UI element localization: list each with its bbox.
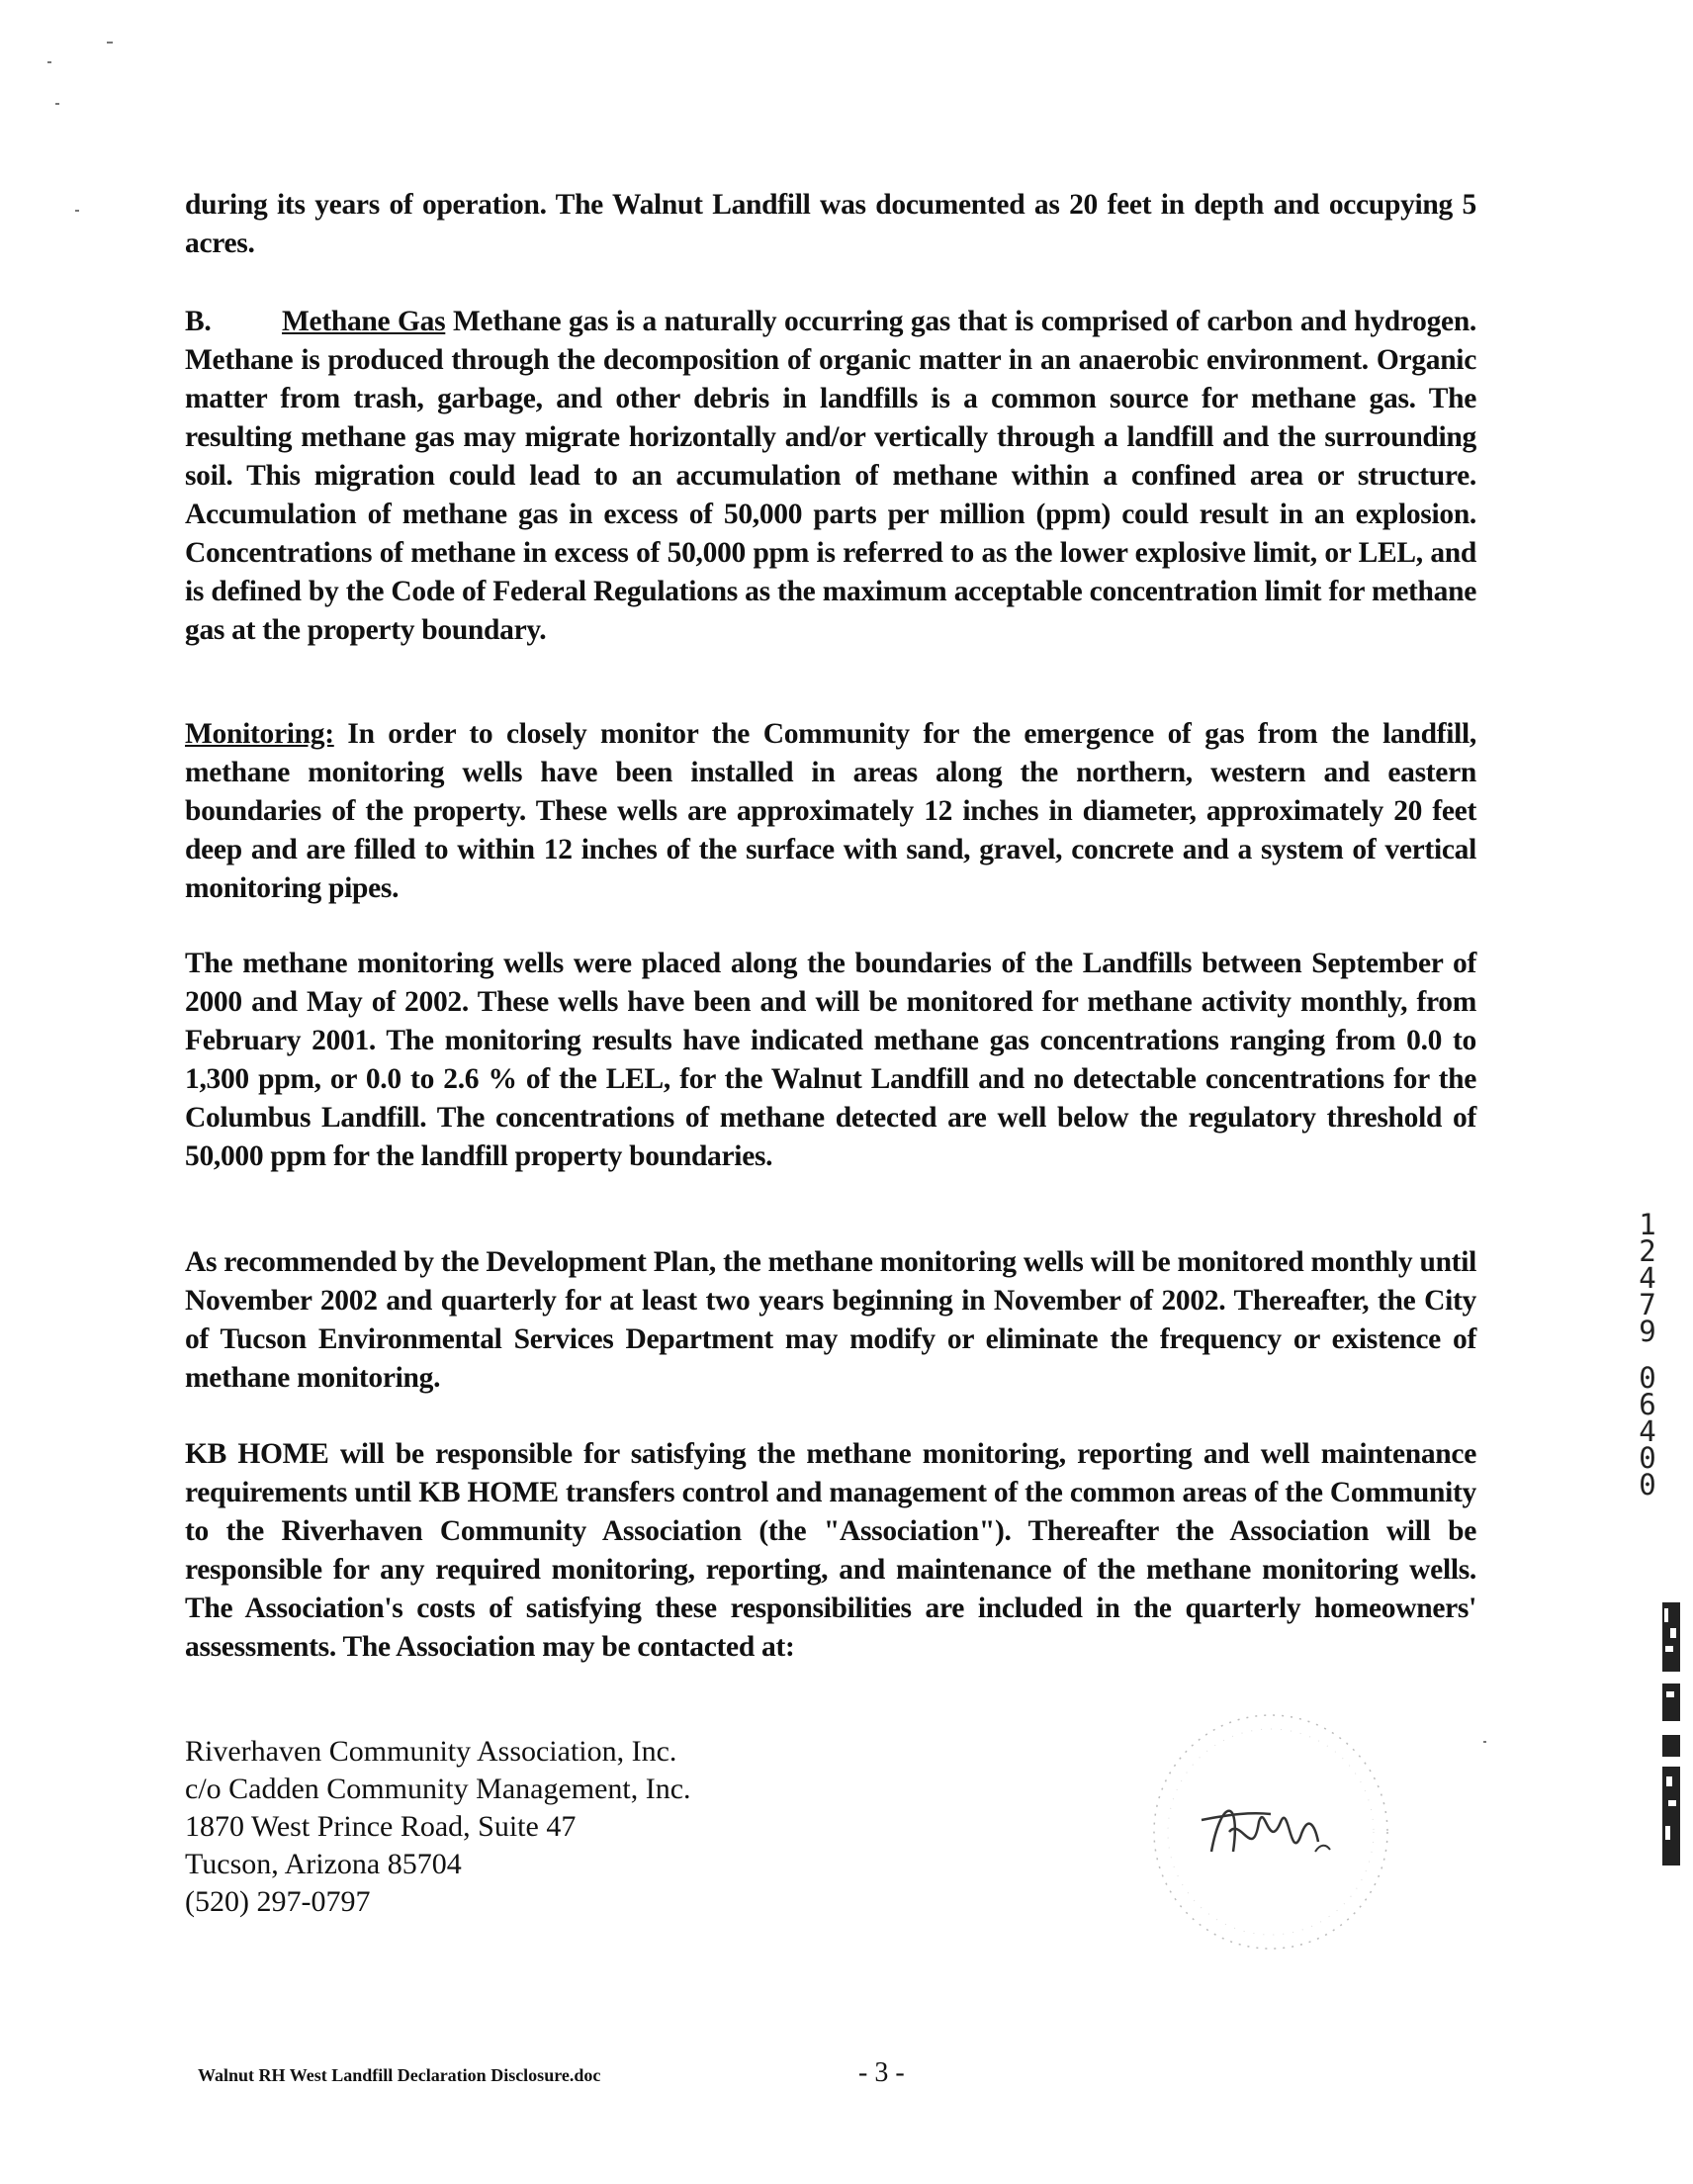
notary-seal-signature bbox=[1142, 1703, 1399, 1960]
bates-digit: 0 bbox=[1639, 1441, 1656, 1475]
paragraph-methane-gas bbox=[185, 303, 1476, 650]
bates-digit: 4 bbox=[1639, 1261, 1656, 1295]
bates-digit: 2 bbox=[1639, 1234, 1656, 1268]
address-line-phone: (520) 297-0797 bbox=[185, 1885, 371, 1918]
paragraph-intro bbox=[185, 186, 1476, 263]
bates-number bbox=[1628, 1208, 1667, 1502]
bates-digit: 6 bbox=[1639, 1388, 1656, 1421]
bates-digit: 4 bbox=[1639, 1414, 1656, 1448]
bates-digit: 9 bbox=[1639, 1315, 1656, 1348]
scan-speck bbox=[75, 210, 79, 212]
scan-speck bbox=[1483, 1741, 1486, 1743]
bates-digit: 7 bbox=[1639, 1288, 1656, 1321]
scan-speck bbox=[47, 61, 51, 63]
paragraph-responsibility bbox=[185, 1435, 1476, 1667]
section-heading-methane-gas: Methane Gas bbox=[282, 306, 446, 337]
section-heading-monitoring: Monitoring: bbox=[185, 718, 334, 750]
paragraph-monitoring-text: In order to closely monitor the Community for the emergence of gas from the landfill, methane monitoring wells have been installed in areas along the northern, western and eastern boundaries of the property. These wells are approximately 12 inches in diameter, approximately 20 feet deep and are filled to within 12 inches of the surface with sand, gravel, concrete and a system of vertical monitoring pipes. bbox=[185, 718, 1476, 904]
paragraph-monitoring-results bbox=[185, 945, 1476, 1176]
paragraph-intro-text: during its years of operation. The Walnut Landfill was documented as 20 feet in depth and occupying 5 acres. bbox=[185, 189, 1476, 259]
paragraph-monitoring bbox=[185, 715, 1476, 908]
paragraph-responsibility-text: KB HOME will be responsible for satisfying the methane monitoring, reporting and well maintenance requirements until KB HOME transfers control and management of the common areas of the Community to the Riverhaven Community Association (the "Association"). Thereafter the Association will be responsible for any required monitoring, reporting, and maintenance of the methane monitoring wells. The Association's costs of satisfying these responsibilities are included in the quarterly homeowners' assessments. The Association may be contacted at: bbox=[185, 1438, 1476, 1663]
footer-filename: Walnut RH West Landfill Declaration Disclosure.doc bbox=[198, 2065, 601, 2085]
bates-digit: 1 bbox=[1639, 1208, 1656, 1241]
address-line-city: Tucson, Arizona 85704 bbox=[185, 1848, 462, 1880]
scan-speck bbox=[55, 103, 59, 105]
paragraph-methane-gas-text: Methane gas is a naturally occurring gas that is comprised of carbon and hydrogen. Methane is produced through the decomposition of organic matter in an anaerobic environment. Organic matter from trash, garbage, and other debris in landfills is a common source for methane gas. The resulting methane gas may migrate horizontally and/or vertically through a landfill and the surrounding soil. This migration could lead to an accumulation of methane within a confined area or structure. Accumulation of methane gas in excess of 50,000 parts per million (ppm) could result in an explosion. Concentrations of methane in excess of 50,000 ppm is referred to as the lower explosive limit, or LEL, and is defined by the Code of Federal Regulations as the maximum acceptable concentration limit for methane gas at the property boundary. bbox=[185, 306, 1477, 646]
paragraph-recommendation bbox=[185, 1243, 1476, 1398]
address-line-street: 1870 West Prince Road, Suite 47 bbox=[185, 1810, 577, 1843]
footer-page-number: - 3 - bbox=[858, 2057, 905, 2088]
scan-speck bbox=[107, 42, 113, 44]
recording-stamp bbox=[1656, 1602, 1686, 1869]
section-label: B. bbox=[185, 306, 212, 337]
address-line-care-of: c/o Cadden Community Management, Inc. bbox=[185, 1773, 691, 1805]
paragraph-recommendation-text: As recommended by the Development Plan, the methane monitoring wells will be monitored monthly until November 2002 and quarterly for at least two years beginning in November of 2002. Thereafter, the City of Tucson Environmental Services Department may modify or eliminate the frequency or existence of methane monitoring. bbox=[185, 1246, 1476, 1394]
bates-digit: 0 bbox=[1639, 1468, 1656, 1502]
paragraph-monitoring-results-text: The methane monitoring wells were placed along the boundaries of the Landfills between September of 2000 and May of 2002. These wells have been and will be monitored for methane activity monthly, from February 2001. The monitoring results have indicated methane gas concentrations ranging from 0.0 to 1,300 ppm, or 0.0 to 2.6 % of the LEL, for the Walnut Landfill and no detectable concentrations for the Columbus Landfill. The concentrations of methane detected are well below the regulatory threshold of 50,000 ppm for the landfill property boundaries. bbox=[185, 948, 1476, 1172]
association-address bbox=[185, 1733, 691, 1921]
bates-digit: 0 bbox=[1639, 1361, 1656, 1395]
address-line-name: Riverhaven Community Association, Inc. bbox=[185, 1735, 677, 1768]
